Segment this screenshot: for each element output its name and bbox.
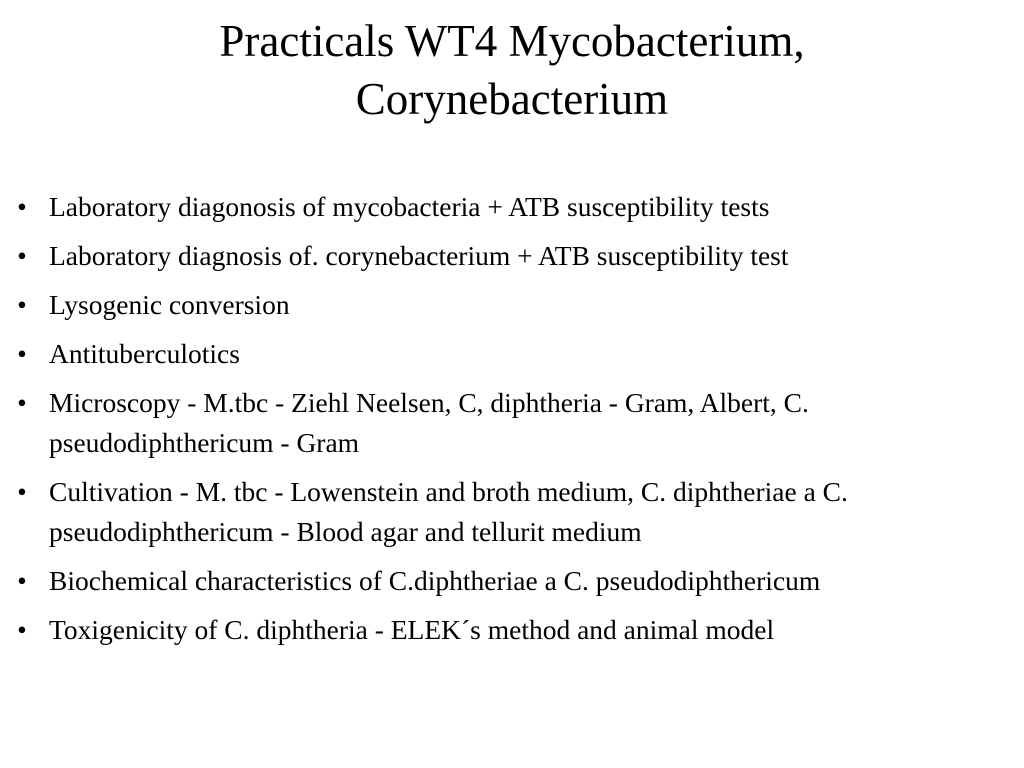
bullet-text: Cultivation - M. tbc - Lowenstein and broth medium, C. diphtheriae a C. pseudodiphthericum - Blood agar and tellurit medium [49,476,848,547]
bullet-icon: • [17,476,27,507]
bullet-icon: • [17,565,27,596]
bullet-item [12,334,1020,374]
bullet-item [12,610,1020,650]
bullet-text: Laboratory diagnosis of. corynebacterium + ATB susceptibility test [49,240,789,271]
bullet-icon: • [17,387,27,418]
bullet-text: Toxigenicity of C. diphtheria - ELEK´s method and animal model [49,614,775,645]
bullet-item [12,383,1020,463]
bullet-icon: • [17,240,27,271]
bullet-icon: • [17,191,27,222]
bullet-item [12,236,1020,276]
bullet-item [12,187,1020,227]
bullet-item [12,285,1020,325]
bullet-text: Lysogenic conversion [49,289,290,320]
title-line-2: Corynebacterium [355,74,669,124]
bullet-text: Antituberculotics [49,338,240,369]
bullet-text: Biochemical characteristics of C.diphtheriae a C. pseudodiphthericum [49,565,821,596]
bullet-icon: • [17,614,27,645]
title-line-1: Practicals WT4 Mycobacterium, [219,16,805,66]
bullet-icon: • [17,289,27,320]
bullet-list [12,187,1020,659]
bullet-text: Microscopy - M.tbc - Ziehl Neelsen, C, diphtheria - Gram, Albert, C. pseudodiphthericum - Gram [49,387,809,458]
slide-title [0,12,1024,128]
bullet-item [12,561,1020,601]
bullet-text: Laboratory diagonosis of mycobacteria + ATB susceptibility tests [49,191,770,222]
bullet-icon: • [17,338,27,369]
bullet-item [12,472,1020,552]
